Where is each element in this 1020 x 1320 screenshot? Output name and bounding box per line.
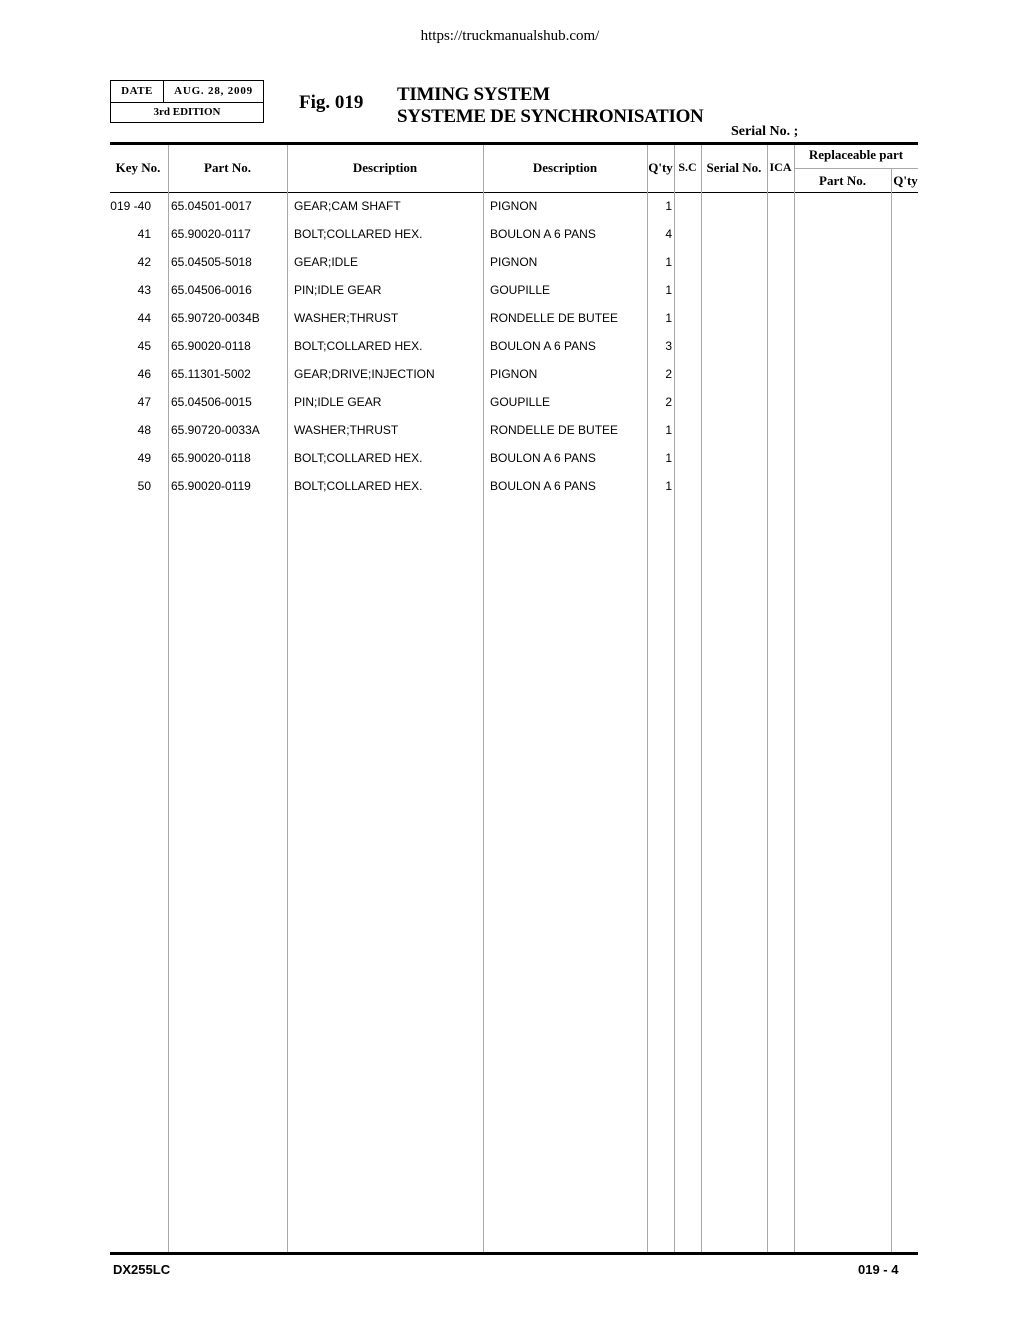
column-divider [701, 145, 702, 1252]
description-fr: BOULON A 6 PANS [490, 339, 596, 353]
date-edition-box [110, 80, 264, 123]
description-en: BOLT;COLLARED HEX. [294, 227, 423, 241]
description-fr: BOULON A 6 PANS [490, 479, 596, 493]
description-fr: RONDELLE DE BUTEE [490, 311, 619, 325]
header-description-en: Description [352, 160, 418, 175]
header-qty: Q'ty [648, 160, 673, 175]
quantity: 1 [665, 423, 672, 437]
header-replaceable-part-no: Part No. [819, 173, 866, 188]
column-divider [794, 145, 795, 1252]
quantity: 2 [665, 395, 672, 409]
key-no: 42 [137, 255, 151, 269]
part-no: 65.04501-0017 [171, 199, 252, 213]
part-no: 65.90720-0034B [171, 311, 260, 325]
quantity: 1 [665, 451, 672, 465]
column-divider [168, 145, 169, 1252]
key-no: 48 [137, 423, 151, 437]
serial-label: Serial No. ; [731, 124, 799, 139]
title-english: TIMING SYSTEM [397, 84, 550, 105]
quantity: 2 [665, 367, 672, 381]
column-divider [483, 145, 484, 1252]
key-no: 41 [137, 227, 151, 241]
column-divider [891, 168, 892, 1252]
part-no: 65.04505-5018 [171, 255, 252, 269]
quantity: 1 [665, 199, 672, 213]
description-en: WASHER;THRUST [294, 311, 399, 325]
date-label: DATE [111, 81, 164, 102]
description-fr: GOUPILLE [490, 395, 551, 409]
description-en: BOLT;COLLARED HEX. [294, 479, 423, 493]
footer-page-number: 019 - 4 [858, 1262, 899, 1277]
quantity: 1 [665, 255, 672, 269]
key-no: 019 -40 [110, 199, 151, 213]
quantity: 3 [665, 339, 672, 353]
source-url[interactable]: https://truckmanualshub.com/ [420, 28, 600, 44]
header-ica: ICA [769, 160, 792, 174]
table-bottom-rule [110, 1252, 918, 1255]
header-description-fr: Description [532, 160, 598, 175]
part-no: 65.04506-0016 [171, 283, 252, 297]
part-no: 65.90020-0117 [171, 227, 251, 241]
description-en: BOLT;COLLARED HEX. [294, 451, 423, 465]
part-no: 65.90020-0118 [171, 339, 251, 353]
description-fr: PIGNON [490, 199, 538, 213]
header-sc: S.C [678, 160, 697, 174]
header-replaceable-part: Replaceable part [808, 147, 904, 162]
part-no: 65.90020-0118 [171, 451, 251, 465]
quantity: 1 [665, 283, 672, 297]
header-serial-no: Serial No. [706, 160, 762, 175]
edition-label: 3rd EDITION [153, 106, 221, 118]
part-no: 65.90720-0033A [171, 423, 260, 437]
quantity: 4 [665, 227, 672, 241]
footer-model: DX255LC [113, 1262, 171, 1277]
header-replaceable-qty: Q'ty [893, 173, 918, 188]
column-divider [674, 145, 675, 1252]
description-fr: PIGNON [490, 367, 538, 381]
quantity: 1 [665, 479, 672, 493]
description-fr: BOULON A 6 PANS [490, 227, 596, 241]
header-part-no: Part No. [204, 160, 251, 175]
key-no: 50 [137, 479, 151, 493]
header-top-rule [110, 142, 918, 145]
key-no: 45 [137, 339, 151, 353]
description-en: PIN;IDLE GEAR [294, 395, 382, 409]
description-fr: GOUPILLE [490, 283, 551, 297]
key-no: 49 [137, 451, 151, 465]
part-no: 65.90020-0119 [171, 479, 251, 493]
replaceable-part-divider [795, 168, 918, 169]
description-en: GEAR;CAM SHAFT [294, 199, 401, 213]
description-fr: RONDELLE DE BUTEE [490, 423, 619, 437]
description-en: WASHER;THRUST [294, 423, 399, 437]
description-en: GEAR;DRIVE;INJECTION [294, 367, 435, 381]
column-divider [287, 145, 288, 1252]
description-en: GEAR;IDLE [294, 255, 359, 269]
column-divider [767, 145, 768, 1252]
description-en: PIN;IDLE GEAR [294, 283, 382, 297]
key-no: 46 [137, 367, 151, 381]
key-no: 47 [137, 395, 151, 409]
key-no: 44 [137, 311, 151, 325]
header-key-no: Key No. [115, 160, 161, 175]
date-row [111, 81, 263, 103]
key-no: 43 [137, 283, 151, 297]
description-fr: PIGNON [490, 255, 538, 269]
part-no: 65.04506-0015 [171, 395, 252, 409]
part-no: 65.11301-5002 [171, 367, 251, 381]
title-french: SYSTEME DE SYNCHRONISATION [397, 106, 704, 127]
description-en: BOLT;COLLARED HEX. [294, 339, 423, 353]
date-value: AUG. 28, 2009 [174, 85, 253, 97]
figure-number: Fig. 019 [299, 92, 364, 113]
quantity: 1 [665, 311, 672, 325]
description-fr: BOULON A 6 PANS [490, 451, 596, 465]
header-bottom-rule [110, 192, 918, 193]
